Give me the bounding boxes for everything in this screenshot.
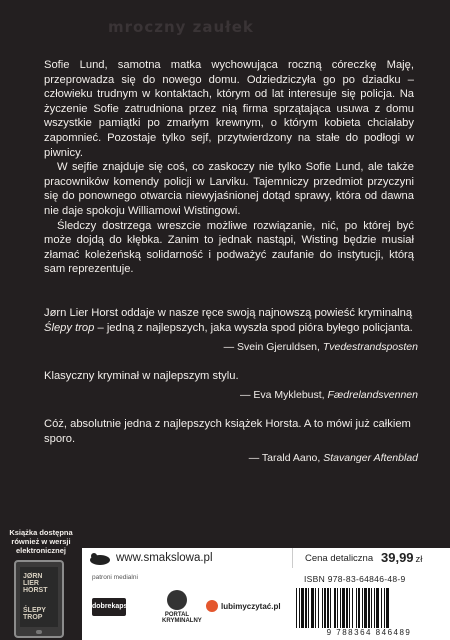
- review-1: [44, 306, 418, 355]
- tablet-book-title: ŚLEPY TROP: [23, 607, 46, 621]
- review-source: Fædrelandsvennen: [327, 389, 418, 401]
- publisher-panel: [82, 548, 450, 640]
- price-label: Cena detaliczna: [305, 553, 374, 564]
- review-source: Tvedestrandsposten: [322, 341, 418, 353]
- portal-logo-icon: [167, 590, 187, 610]
- partner-logo-dobrekapsel: dobrekapsel: [92, 598, 126, 616]
- barcode-bar: [362, 588, 363, 628]
- barcode-bar: [337, 588, 338, 628]
- barcode-bar: [299, 588, 300, 628]
- barcode-bar: [374, 588, 375, 628]
- review-3: [44, 417, 418, 466]
- partner-logo-portal-kryminalny: [162, 590, 202, 624]
- barcode-bar: [386, 588, 389, 628]
- blurb-paragraph-3: Śledczy dostrzega wreszcie możliwe rozwiązanie, nić, po której być może dojdą do kłębka. Zanim to jednak nastąpi, Wisting będzie musiał złamać koleżeńską solidarność i podważyć zaufanie do instytucji, którą sam reprezentuje.: [44, 219, 414, 276]
- barcode-bar: [371, 588, 372, 628]
- barcode-bar: [322, 588, 323, 628]
- publisher-url[interactable]: www.smakslowa.pl: [116, 552, 213, 564]
- ebook-label: Książka dostępna również w wersji elektronicznej: [9, 528, 73, 555]
- barcode-bar: [318, 588, 319, 628]
- barcode-bar: [311, 588, 314, 628]
- barcode-number: 9 788364 846489: [326, 628, 412, 637]
- barcode-bar: [364, 588, 367, 628]
- price-value: [381, 550, 422, 565]
- review-quote: Klasyczny kryminał w najlepszym stylu.: [44, 370, 239, 382]
- review-author: — Svein Gjeruldsen,: [223, 341, 323, 353]
- barcode-bar: [349, 588, 350, 628]
- barcode-bar: [384, 588, 385, 628]
- barcode-bar: [305, 588, 307, 628]
- tablet-book-author: [23, 573, 58, 594]
- review-quote-text: Jørn Lier Horst oddaje w nasze ręce swoją najnowszą powieść kryminalną: [44, 307, 413, 319]
- partner-label: PORTAL KRYMINALNY: [162, 612, 202, 624]
- tablet-icon: [14, 560, 64, 638]
- media-patrons-label: patroni medialni: [92, 574, 138, 581]
- barcode-bar: [296, 588, 297, 628]
- review-author: — Tarald Aano,: [248, 452, 324, 464]
- barcode-bar: [376, 588, 379, 628]
- price-box: [292, 548, 450, 568]
- review-author: — Eva Myklebust,: [239, 389, 328, 401]
- tablet-author-line: JØRN LIER: [23, 573, 43, 587]
- barcode-bar: [358, 588, 360, 628]
- price-amount: 39,99: [381, 550, 414, 565]
- review-quote: Cóż, absolutnie jedna z najlepszych książek Horsta. A to mówi już całkiem sporo.: [44, 418, 411, 445]
- series-logo: mroczny zaułek: [108, 18, 254, 36]
- review-quote-book-title: Ślepy trop: [44, 322, 95, 334]
- tablet-home-button: [36, 630, 42, 634]
- blurb-paragraph-2: W sejfie znajduje się coś, co zaskoczy nie tylko Sofie Lund, ale także pracowników komendy policji w Larviku. Tajemniczy przedmiot przyczyni się do ponownego otwarcia niewyjaśnionej dotąd sprawy, która od dawna nie daje spokoju Williamowi Wistingowi.: [44, 161, 414, 217]
- blurb-paragraph-1: Sofie Lund, samotna matka wychowująca roczną córeczkę Maję, przeprowadza się do nowego domu. Odziedziczyła go po dziadku – człowieku trudnym w kontaktach, którym od lat interesuje się policja. Na życzenie Sofie zatrudniona przez nią firma sprzątająca usuwa z domu wszystkie pamiątki po zmarłym krewnym, o którym kobieta chciałaby zapomnieć. Pozostaje tylko sejf, przytwierdzony na stałe do podłogi w piwnicy.: [44, 59, 414, 159]
- partner-logo-lubimyczytac: [206, 600, 281, 612]
- barcode-bar: [301, 588, 304, 628]
- reviews: [44, 306, 418, 480]
- barcode-bar: [368, 588, 370, 628]
- review-quote-text: – jedną z najlepszych, jaka wyszła spod pióra byłego policjanta.: [94, 322, 413, 334]
- blurb-text: [44, 58, 414, 277]
- barcode-bar: [342, 588, 345, 628]
- review-2: [44, 369, 418, 403]
- barcode-bar: [327, 588, 329, 628]
- review-attribution: [44, 388, 418, 403]
- review-attribution: [44, 451, 418, 466]
- barcode-bar: [346, 588, 348, 628]
- tablet-screen: [20, 567, 58, 627]
- barcode-bar: [340, 588, 341, 628]
- barcode: [294, 588, 444, 628]
- lubimyczytac-logo-icon: [206, 600, 218, 612]
- review-attribution: [44, 340, 418, 355]
- price-currency: zł: [415, 554, 423, 565]
- barcode-bar: [334, 588, 336, 628]
- review-quote: [44, 306, 418, 336]
- barcode-bar: [381, 588, 382, 628]
- barcode-bar: [308, 588, 309, 628]
- review-source: Stavanger Aftenblad: [323, 452, 418, 464]
- publisher-logo-icon: [88, 552, 112, 566]
- partner-label: lubimyczytać.pl: [221, 601, 281, 611]
- barcode-bar: [330, 588, 331, 628]
- barcode-bar: [315, 588, 316, 628]
- barcode-bar: [356, 588, 357, 628]
- isbn: ISBN 978-83-64846-48-9: [304, 574, 406, 584]
- barcode-bar: [352, 588, 353, 628]
- tablet-author-line: HORST: [23, 587, 48, 594]
- ebook-promo: [0, 528, 80, 640]
- barcode-bar: [324, 588, 326, 628]
